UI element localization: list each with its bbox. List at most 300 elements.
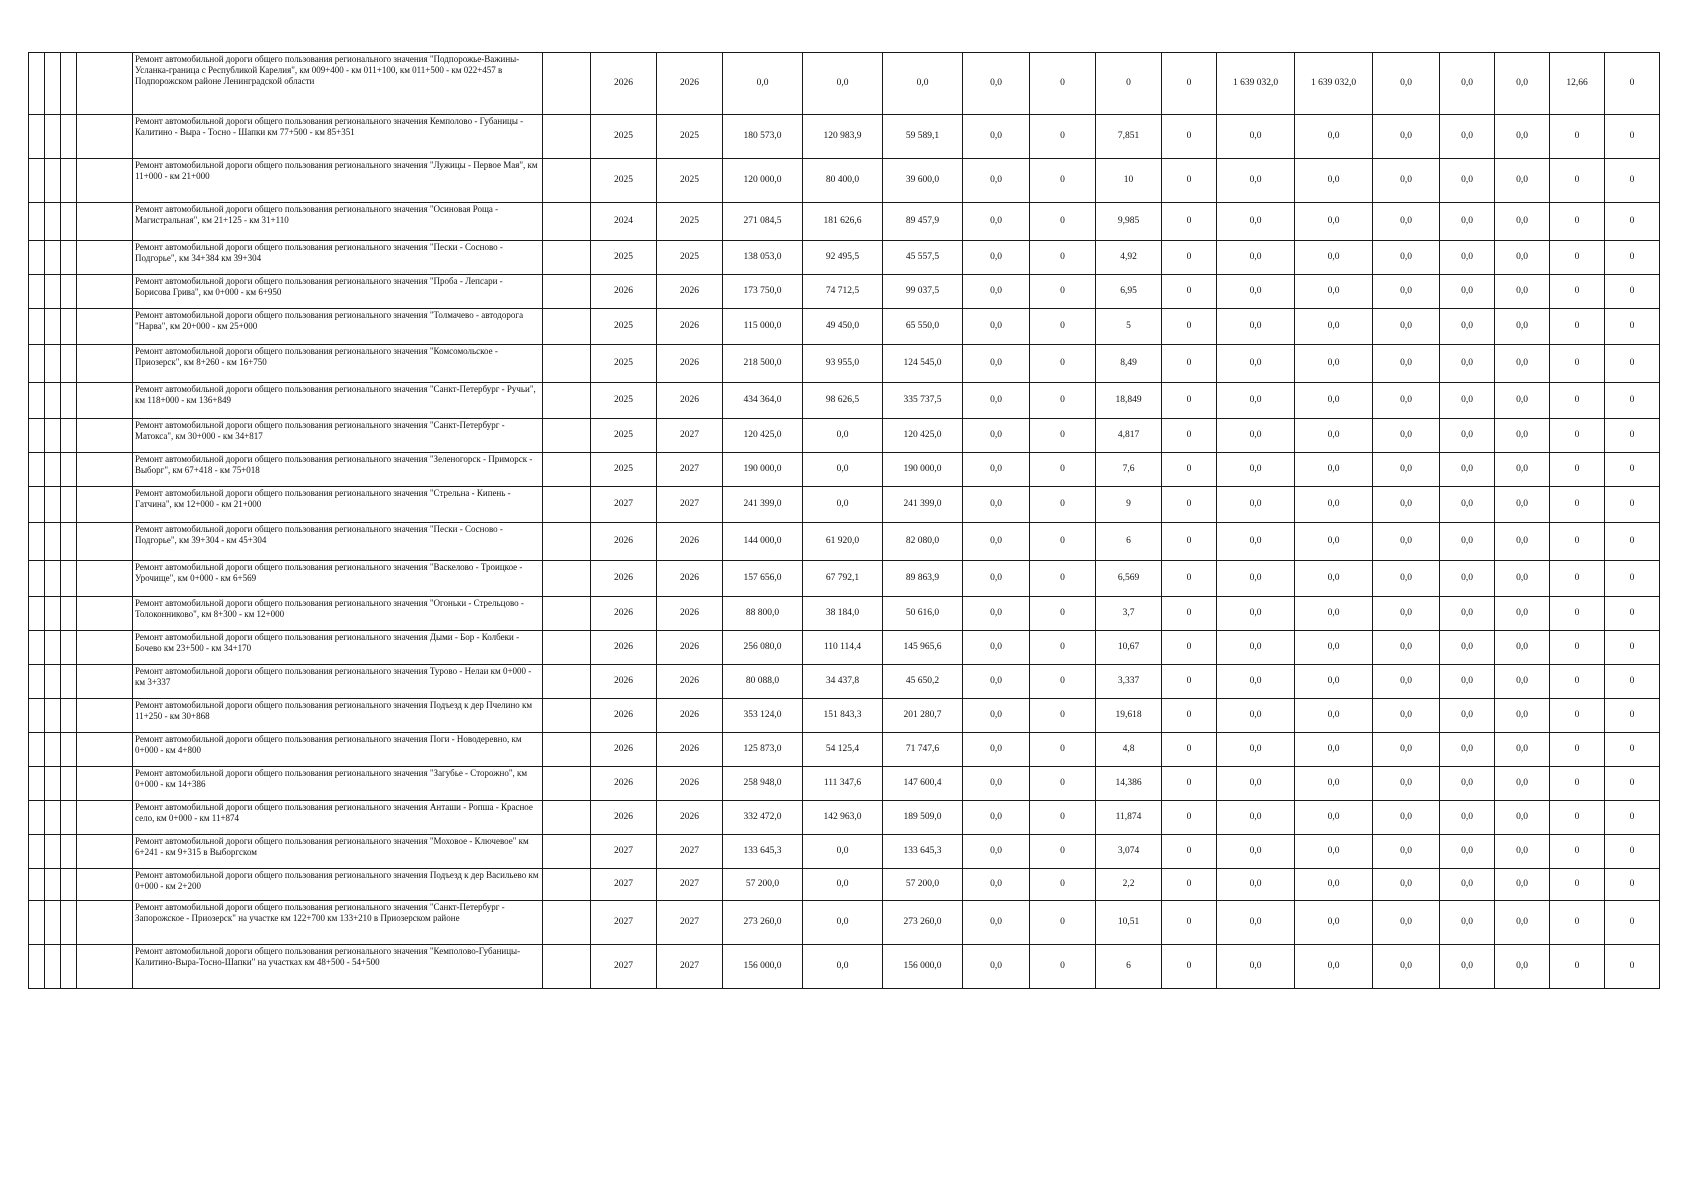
blank-cell [543, 487, 591, 523]
value-cell: 11,874 [1096, 801, 1162, 835]
value-cell: 0,0 [1373, 345, 1440, 383]
value-cell: 258 948,0 [723, 767, 803, 801]
blank-cell [29, 665, 45, 699]
blank-cell [543, 275, 591, 309]
start-year-cell: 2026 [591, 665, 657, 699]
value-cell: 0 [1030, 345, 1096, 383]
value-cell: 0 [1162, 309, 1217, 345]
blank-cell [29, 383, 45, 419]
value-cell: 0 [1030, 801, 1096, 835]
value-cell: 71 747,6 [883, 733, 963, 767]
value-cell: 0 [1550, 699, 1605, 733]
start-year-cell: 2025 [591, 309, 657, 345]
start-year-cell: 2027 [591, 487, 657, 523]
value-cell: 0,0 [1373, 665, 1440, 699]
value-cell: 0 [1030, 699, 1096, 733]
blank-cell [29, 699, 45, 733]
blank-cell [543, 901, 591, 945]
start-year-cell: 2027 [591, 869, 657, 901]
value-cell: 273 260,0 [723, 901, 803, 945]
project-name-cell: Ремонт автомобильной дороги общего пользования регионального значения "Загубье - Сторожно", км 0+000 - км 14+386 [133, 767, 543, 801]
table-row [29, 453, 1660, 487]
blank-cell [29, 561, 45, 597]
value-cell: 0 [1550, 665, 1605, 699]
value-cell: 241 399,0 [723, 487, 803, 523]
value-cell: 34 437,8 [803, 665, 883, 699]
value-cell: 0 [1605, 901, 1660, 945]
value-cell: 173 750,0 [723, 275, 803, 309]
value-cell: 125 873,0 [723, 733, 803, 767]
value-cell: 0,0 [1440, 115, 1495, 159]
value-cell: 0,0 [963, 383, 1030, 419]
value-cell: 0,0 [1295, 901, 1373, 945]
value-cell: 3,074 [1096, 835, 1162, 869]
blank-cell [61, 309, 77, 345]
value-cell: 0,0 [1295, 561, 1373, 597]
table-row [29, 203, 1660, 241]
value-cell: 0 [1030, 523, 1096, 561]
value-cell: 0,0 [1495, 453, 1550, 487]
blank-cell [61, 835, 77, 869]
value-cell: 0 [1162, 561, 1217, 597]
blank-cell [29, 159, 45, 203]
blank-cell [45, 901, 61, 945]
value-cell: 0,0 [963, 869, 1030, 901]
project-name-cell: Ремонт автомобильной дороги общего пользования регионального значения Поги - Новодеревно, км 0+000 - км 4+800 [133, 733, 543, 767]
end-year-cell: 2027 [657, 901, 723, 945]
value-cell: 0 [1030, 835, 1096, 869]
blank-cell [77, 835, 133, 869]
value-cell: 0 [1162, 345, 1217, 383]
project-name-cell: Ремонт автомобильной дороги общего пользования регионального значения "Толмачево - автодорога "Нарва", км 20+000 - км 25+000 [133, 309, 543, 345]
value-cell: 0 [1550, 159, 1605, 203]
value-cell: 0,0 [1295, 869, 1373, 901]
value-cell: 0 [1030, 665, 1096, 699]
blank-cell [61, 115, 77, 159]
value-cell: 6,95 [1096, 275, 1162, 309]
value-cell: 0 [1030, 275, 1096, 309]
project-name-cell: Ремонт автомобильной дороги общего пользования регионального значения "Огоньки - Стрельцово - Толоконниково", км 8+300 - км 12+000 [133, 597, 543, 631]
value-cell: 190 000,0 [723, 453, 803, 487]
value-cell: 110 114,4 [803, 631, 883, 665]
blank-cell [29, 767, 45, 801]
project-name-cell: Ремонт автомобильной дороги общего пользования регионального значения Дыми - Бор - Колбеки - Бочево км 23+500 - км 34+170 [133, 631, 543, 665]
value-cell: 0,0 [1495, 159, 1550, 203]
value-cell: 434 364,0 [723, 383, 803, 419]
blank-cell [45, 487, 61, 523]
value-cell: 9,985 [1096, 203, 1162, 241]
blank-cell [61, 945, 77, 989]
value-cell: 0 [1550, 945, 1605, 989]
value-cell: 0,0 [1373, 945, 1440, 989]
value-cell: 3,7 [1096, 597, 1162, 631]
value-cell: 0,0 [1373, 203, 1440, 241]
table-row [29, 309, 1660, 345]
value-cell: 19,618 [1096, 699, 1162, 733]
value-cell: 0 [1605, 487, 1660, 523]
value-cell: 190 000,0 [883, 453, 963, 487]
value-cell: 10 [1096, 159, 1162, 203]
blank-cell [29, 733, 45, 767]
value-cell: 0 [1605, 561, 1660, 597]
value-cell: 0 [1030, 869, 1096, 901]
value-cell: 0,0 [963, 453, 1030, 487]
value-cell: 0,0 [1373, 733, 1440, 767]
value-cell: 0 [1550, 419, 1605, 453]
value-cell: 61 920,0 [803, 523, 883, 561]
value-cell: 0 [1550, 345, 1605, 383]
blank-cell [61, 597, 77, 631]
blank-cell [61, 869, 77, 901]
value-cell: 0,0 [963, 835, 1030, 869]
blank-cell [45, 453, 61, 487]
value-cell: 0 [1030, 561, 1096, 597]
value-cell: 0,0 [883, 53, 963, 115]
value-cell: 0,0 [1440, 561, 1495, 597]
value-cell: 1 639 032,0 [1217, 53, 1295, 115]
value-cell: 0,0 [1217, 345, 1295, 383]
value-cell: 0,0 [1295, 383, 1373, 419]
end-year-cell: 2027 [657, 453, 723, 487]
table-row [29, 241, 1660, 275]
blank-cell [61, 241, 77, 275]
end-year-cell: 2027 [657, 419, 723, 453]
project-name-cell: Ремонт автомобильной дороги общего пользования регионального значения "Комсомольское - Приозерск", км 8+260 - км 16+750 [133, 345, 543, 383]
table-row [29, 419, 1660, 453]
blank-cell [543, 801, 591, 835]
value-cell: 3,337 [1096, 665, 1162, 699]
value-cell: 0,0 [1495, 767, 1550, 801]
value-cell: 0,0 [963, 801, 1030, 835]
value-cell: 0 [1550, 275, 1605, 309]
project-name-cell: Ремонт автомобильной дороги общего пользования регионального значения "Кемполово-Губаницы-Калитино-Выра-Тосно-Шапки" на участках км 48+500 - 54+500 [133, 945, 543, 989]
value-cell: 120 000,0 [723, 159, 803, 203]
value-cell: 0 [1550, 597, 1605, 631]
value-cell: 4,817 [1096, 419, 1162, 453]
value-cell: 0,0 [1440, 241, 1495, 275]
value-cell: 5 [1096, 309, 1162, 345]
value-cell: 0,0 [1217, 801, 1295, 835]
value-cell: 0,0 [1217, 869, 1295, 901]
value-cell: 0,0 [1373, 383, 1440, 419]
blank-cell [29, 241, 45, 275]
value-cell: 0 [1550, 203, 1605, 241]
value-cell: 0,0 [1440, 835, 1495, 869]
blank-cell [543, 869, 591, 901]
value-cell: 0,0 [1373, 453, 1440, 487]
value-cell: 0 [1162, 835, 1217, 869]
value-cell: 0 [1605, 453, 1660, 487]
value-cell: 156 000,0 [883, 945, 963, 989]
blank-cell [45, 801, 61, 835]
end-year-cell: 2026 [657, 767, 723, 801]
value-cell: 0,0 [803, 53, 883, 115]
value-cell: 147 600,4 [883, 767, 963, 801]
value-cell: 0,0 [1295, 115, 1373, 159]
value-cell: 0,0 [1440, 945, 1495, 989]
value-cell: 0 [1162, 801, 1217, 835]
blank-cell [45, 345, 61, 383]
value-cell: 7,6 [1096, 453, 1162, 487]
value-cell: 156 000,0 [723, 945, 803, 989]
value-cell: 0,0 [1217, 275, 1295, 309]
value-cell: 0,0 [1217, 241, 1295, 275]
value-cell: 0 [1605, 383, 1660, 419]
table-row [29, 345, 1660, 383]
value-cell: 0,0 [1440, 159, 1495, 203]
value-cell: 0 [1162, 631, 1217, 665]
value-cell: 0 [1605, 835, 1660, 869]
value-cell: 4,92 [1096, 241, 1162, 275]
blank-cell [61, 383, 77, 419]
value-cell: 0,0 [1373, 597, 1440, 631]
blank-cell [543, 699, 591, 733]
value-cell: 0 [1605, 159, 1660, 203]
value-cell: 57 200,0 [723, 869, 803, 901]
start-year-cell: 2025 [591, 115, 657, 159]
value-cell: 0 [1605, 733, 1660, 767]
value-cell: 0,0 [1217, 453, 1295, 487]
blank-cell [77, 275, 133, 309]
value-cell: 0 [1605, 345, 1660, 383]
value-cell: 93 955,0 [803, 345, 883, 383]
start-year-cell: 2025 [591, 241, 657, 275]
value-cell: 0 [1550, 453, 1605, 487]
blank-cell [77, 159, 133, 203]
value-cell: 98 626,5 [803, 383, 883, 419]
project-name-cell: Ремонт автомобильной дороги общего пользования регионального значения "Моховое - Ключевое" км 6+241 - км 9+315 в Выборгском [133, 835, 543, 869]
project-name-cell: Ремонт автомобильной дороги общего пользования регионального значения Подъезд к дер Васильево км 0+000 - км 2+200 [133, 869, 543, 901]
value-cell: 9 [1096, 487, 1162, 523]
value-cell: 111 347,6 [803, 767, 883, 801]
value-cell: 0 [1605, 945, 1660, 989]
value-cell: 0,0 [1217, 487, 1295, 523]
value-cell: 0 [1030, 901, 1096, 945]
value-cell: 0,0 [1295, 699, 1373, 733]
start-year-cell: 2025 [591, 419, 657, 453]
blank-cell [61, 419, 77, 453]
value-cell: 142 963,0 [803, 801, 883, 835]
value-cell: 0,0 [1295, 419, 1373, 453]
blank-cell [543, 159, 591, 203]
value-cell: 0 [1162, 733, 1217, 767]
value-cell: 0,0 [1495, 419, 1550, 453]
value-cell: 39 600,0 [883, 159, 963, 203]
value-cell: 0 [1030, 767, 1096, 801]
project-name-cell: Ремонт автомобильной дороги общего пользования регионального значения "Пески - Сосново - Подгорье", км 39+304 - км 45+304 [133, 523, 543, 561]
table-row [29, 523, 1660, 561]
blank-cell [543, 453, 591, 487]
value-cell: 0 [1162, 487, 1217, 523]
value-cell: 0 [1162, 275, 1217, 309]
value-cell: 0,0 [1217, 383, 1295, 419]
value-cell: 65 550,0 [883, 309, 963, 345]
table-row [29, 275, 1660, 309]
value-cell: 0,0 [1217, 767, 1295, 801]
blank-cell [29, 487, 45, 523]
value-cell: 0 [1030, 383, 1096, 419]
project-name-cell: Ремонт автомобильной дороги общего пользования регионального значения "Санкт-Петербург - Ручьи", км 118+000 - км 136+849 [133, 383, 543, 419]
value-cell: 0,0 [963, 53, 1030, 115]
blank-cell [45, 699, 61, 733]
blank-cell [61, 487, 77, 523]
value-cell: 0 [1030, 419, 1096, 453]
project-name-cell: Ремонт автомобильной дороги общего пользования регионального значения "Проба - Лепсари - Борисова Грива", км 0+000 - км 6+950 [133, 275, 543, 309]
value-cell: 49 450,0 [803, 309, 883, 345]
value-cell: 0 [1162, 203, 1217, 241]
blank-cell [77, 487, 133, 523]
blank-cell [77, 801, 133, 835]
start-year-cell: 2026 [591, 53, 657, 115]
value-cell: 332 472,0 [723, 801, 803, 835]
value-cell: 0,0 [1373, 767, 1440, 801]
blank-cell [61, 561, 77, 597]
table-row [29, 159, 1660, 203]
table-row [29, 699, 1660, 733]
end-year-cell: 2027 [657, 835, 723, 869]
blank-cell [77, 561, 133, 597]
value-cell: 0,0 [1295, 631, 1373, 665]
value-cell: 0,0 [1295, 801, 1373, 835]
blank-cell [45, 523, 61, 561]
value-cell: 0 [1030, 115, 1096, 159]
value-cell: 271 084,5 [723, 203, 803, 241]
value-cell: 0,0 [1495, 597, 1550, 631]
value-cell: 0,0 [1495, 53, 1550, 115]
value-cell: 0,0 [1495, 241, 1550, 275]
end-year-cell: 2026 [657, 561, 723, 597]
value-cell: 0 [1162, 597, 1217, 631]
blank-cell [77, 345, 133, 383]
value-cell: 157 656,0 [723, 561, 803, 597]
value-cell: 54 125,4 [803, 733, 883, 767]
value-cell: 0,0 [803, 453, 883, 487]
table-row [29, 383, 1660, 419]
value-cell: 0,0 [963, 241, 1030, 275]
value-cell: 6,569 [1096, 561, 1162, 597]
value-cell: 0,0 [1373, 275, 1440, 309]
value-cell: 0,0 [1217, 309, 1295, 345]
table-row [29, 945, 1660, 989]
value-cell: 0 [1605, 767, 1660, 801]
value-cell: 0 [1550, 561, 1605, 597]
project-name-cell: Ремонт автомобильной дороги общего пользования регионального значения "Санкт-Петербург - Матокса", км 30+000 - км 34+817 [133, 419, 543, 453]
value-cell: 273 260,0 [883, 901, 963, 945]
blank-cell [45, 561, 61, 597]
blank-cell [543, 945, 591, 989]
start-year-cell: 2027 [591, 945, 657, 989]
table-row [29, 115, 1660, 159]
value-cell: 0,0 [1295, 767, 1373, 801]
value-cell: 0,0 [803, 869, 883, 901]
value-cell: 0,0 [1295, 835, 1373, 869]
value-cell: 45 557,5 [883, 241, 963, 275]
start-year-cell: 2026 [591, 733, 657, 767]
table-row [29, 487, 1660, 523]
blank-cell [77, 419, 133, 453]
blank-cell [77, 945, 133, 989]
value-cell: 138 053,0 [723, 241, 803, 275]
value-cell: 0,0 [1217, 835, 1295, 869]
blank-cell [29, 945, 45, 989]
value-cell: 0 [1550, 835, 1605, 869]
start-year-cell: 2026 [591, 699, 657, 733]
value-cell: 0,0 [1373, 53, 1440, 115]
blank-cell [45, 241, 61, 275]
value-cell: 0,0 [803, 835, 883, 869]
end-year-cell: 2026 [657, 309, 723, 345]
blank-cell [77, 901, 133, 945]
project-name-cell: Ремонт автомобильной дороги общего пользования регионального значения Анташи - Ропша - Красное село, км 0+000 - км 11+874 [133, 801, 543, 835]
value-cell: 0,0 [1440, 275, 1495, 309]
blank-cell [45, 309, 61, 345]
value-cell: 0 [1550, 733, 1605, 767]
value-cell: 0,0 [1373, 561, 1440, 597]
start-year-cell: 2026 [591, 561, 657, 597]
blank-cell [29, 115, 45, 159]
value-cell: 0 [1030, 487, 1096, 523]
blank-cell [543, 383, 591, 419]
value-cell: 0 [1030, 159, 1096, 203]
blank-cell [61, 523, 77, 561]
blank-cell [45, 733, 61, 767]
blank-cell [29, 835, 45, 869]
value-cell: 0,0 [1495, 699, 1550, 733]
value-cell: 0 [1030, 203, 1096, 241]
value-cell: 0 [1605, 115, 1660, 159]
value-cell: 0,0 [1295, 159, 1373, 203]
value-cell: 0,0 [1495, 733, 1550, 767]
value-cell: 115 000,0 [723, 309, 803, 345]
value-cell: 0,0 [1217, 203, 1295, 241]
blank-cell [543, 631, 591, 665]
value-cell: 0,0 [1373, 241, 1440, 275]
value-cell: 0,0 [1440, 487, 1495, 523]
project-name-cell: Ремонт автомобильной дороги общего пользования регионального значения "Санкт-Петербург - Запорожское - Приозерск" на участке км 122+700 км 133+210 в Приозерском районе [133, 901, 543, 945]
value-cell: 0,0 [1295, 597, 1373, 631]
blank-cell [77, 699, 133, 733]
value-cell: 0 [1162, 699, 1217, 733]
table-row [29, 767, 1660, 801]
value-cell: 0,0 [1373, 801, 1440, 835]
value-cell: 0 [1550, 631, 1605, 665]
value-cell: 0,0 [963, 309, 1030, 345]
blank-cell [29, 869, 45, 901]
value-cell: 0,0 [1495, 523, 1550, 561]
blank-cell [45, 419, 61, 453]
value-cell: 218 500,0 [723, 345, 803, 383]
value-cell: 133 645,3 [883, 835, 963, 869]
value-cell: 0,0 [1440, 419, 1495, 453]
value-cell: 151 843,3 [803, 699, 883, 733]
end-year-cell: 2025 [657, 203, 723, 241]
value-cell: 10,67 [1096, 631, 1162, 665]
blank-cell [77, 767, 133, 801]
blank-cell [77, 631, 133, 665]
blank-cell [77, 869, 133, 901]
project-name-cell: Ремонт автомобильной дороги общего пользования регионального значения Подъезд к дер Пчелино км 11+250 - км 30+868 [133, 699, 543, 733]
blank-cell [29, 275, 45, 309]
value-cell: 0 [1030, 597, 1096, 631]
blank-cell [543, 561, 591, 597]
value-cell: 0 [1605, 419, 1660, 453]
value-cell: 0,0 [1295, 945, 1373, 989]
value-cell: 82 080,0 [883, 523, 963, 561]
value-cell: 0 [1605, 53, 1660, 115]
blank-cell [61, 453, 77, 487]
value-cell: 0 [1550, 767, 1605, 801]
blank-cell [45, 383, 61, 419]
